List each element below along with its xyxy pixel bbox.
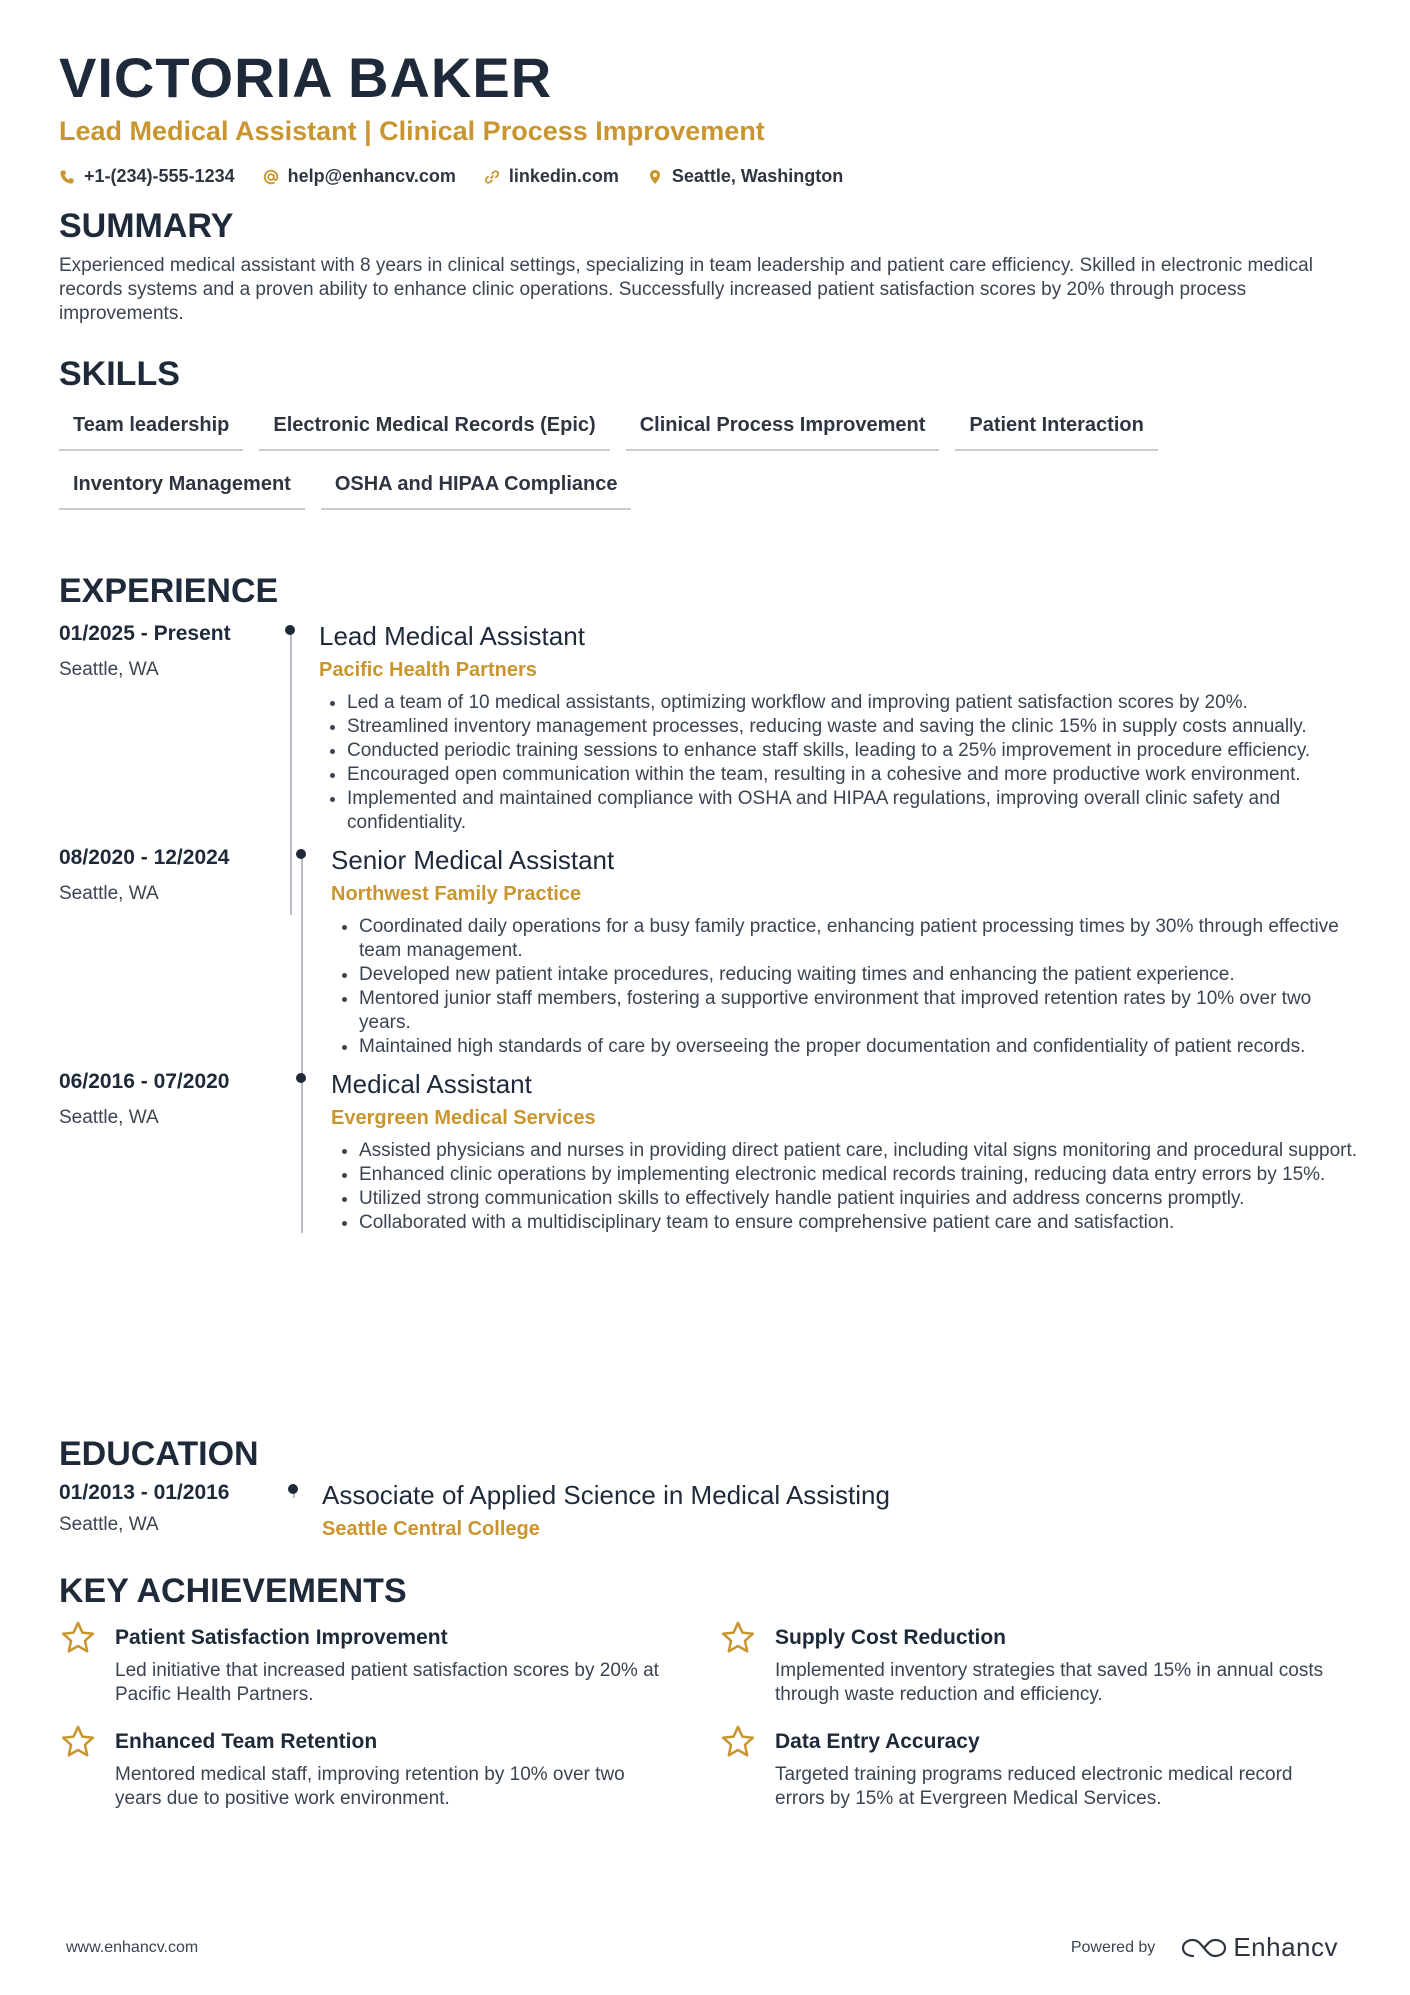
timeline-dot xyxy=(285,625,295,635)
bullet-item: • Conducted periodic training sessions to enhance staff skills, leading to a 25% improvement in procedure efficiency. xyxy=(347,739,1359,763)
bullet-item: • Implemented and maintained compliance with OSHA and HIPAA regulations, improving overall clinic safety and confidentiality. xyxy=(347,787,1359,835)
location-pin-icon xyxy=(647,169,663,185)
timeline-line xyxy=(301,1073,303,1233)
phone-text: +1-(234)-555-1234 xyxy=(84,166,235,186)
star-icon xyxy=(59,1723,97,1761)
powered-by xyxy=(1071,1932,1338,1963)
brand-name: Enhancv xyxy=(1233,1932,1338,1962)
achievement-title: Supply Cost Reduction xyxy=(775,1626,1006,1649)
achievement-description: Mentored medical staff, improving retention by 10% over two years due to positive work environment. xyxy=(115,1764,625,1809)
experience-section xyxy=(59,571,1359,1235)
achievement-item xyxy=(719,1625,1359,1707)
achievements-section xyxy=(59,1571,1359,1811)
job-location: Seattle, WA xyxy=(59,1107,159,1128)
company-name: Evergreen Medical Services xyxy=(331,1107,596,1129)
job-location: Seattle, WA xyxy=(59,659,159,680)
skill-tag: Clinical Process Improvement xyxy=(626,404,940,451)
star-icon xyxy=(719,1619,757,1657)
bullet-item: • Collaborated with a multidisciplinary team to ensure comprehensive patient care and satisfaction. xyxy=(359,1211,1359,1235)
summary-text: Experienced medical assistant with 8 years in clinical settings, specializing in team leadership and patient care efficiency. Skilled in electronic medical records systems and a proven ability to enhance clinic operations. Successfully increased patient satisfaction scores by 20% through process improvements. xyxy=(59,255,1313,324)
candidate-name: VICTORIA BAKER xyxy=(59,46,553,109)
job-title: Lead Medical Assistant xyxy=(319,621,585,651)
skill-tag: OSHA and HIPAA Compliance xyxy=(321,463,632,510)
bullet-item: • Utilized strong communication skills to effectively handle patient inquiries and address concerns promptly. xyxy=(359,1187,1359,1211)
timeline-dot xyxy=(296,1073,306,1083)
achievement-title: Enhanced Team Retention xyxy=(115,1730,378,1753)
contact-bar xyxy=(59,166,1359,187)
contact-location xyxy=(647,166,843,187)
bullet-item: • Encouraged open communication within the team, resulting in a cohesive and more productive work environment. xyxy=(347,763,1359,787)
contact-linkedin[interactable] xyxy=(484,166,619,187)
bullet-item: • Maintained high standards of care by overseeing the proper documentation and confidentiality of patient records. xyxy=(359,1035,1359,1059)
achievement-item xyxy=(719,1729,1359,1811)
contact-email[interactable] xyxy=(263,166,456,187)
achievement-title: Patient Satisfaction Improvement xyxy=(115,1626,448,1649)
education-location: Seattle, WA xyxy=(59,1514,159,1535)
achievement-item xyxy=(59,1729,719,1811)
bullet-item: • Enhanced clinic operations by implementing electronic medical records training, reducing data entry errors by 15%. xyxy=(359,1163,1359,1187)
job-date: 06/2016 - 07/2020 xyxy=(59,1070,230,1093)
timeline-dot xyxy=(288,1484,298,1494)
job-title: Medical Assistant xyxy=(331,1069,532,1099)
degree-title: Associate of Applied Science in Medical Assisting xyxy=(322,1480,890,1510)
education-entry xyxy=(59,1480,1359,1542)
section-title-experience: EXPERIENCE xyxy=(59,572,279,610)
skill-tag: Inventory Management xyxy=(59,463,305,510)
job-date: 01/2025 - Present xyxy=(59,622,231,645)
at-icon xyxy=(263,169,279,185)
achievement-description: Implemented inventory strategies that saved 15% in annual costs through waste reduction and efficiency. xyxy=(775,1660,1324,1705)
star-icon xyxy=(719,1723,757,1761)
education-section xyxy=(59,1434,1359,1542)
timeline-dot xyxy=(296,849,306,859)
job-date: 08/2020 - 12/2024 xyxy=(59,846,230,869)
location-text: Seattle, Washington xyxy=(671,166,844,186)
company-name: Northwest Family Practice xyxy=(331,883,582,905)
section-title-education: EDUCATION xyxy=(59,1435,259,1473)
section-title-skills: SKILLS xyxy=(59,355,180,393)
skill-tag: Patient Interaction xyxy=(955,404,1157,451)
school-name: Seattle Central College xyxy=(322,1518,540,1540)
contact-phone[interactable] xyxy=(59,166,235,187)
job-entry xyxy=(59,845,1359,1059)
bullet-item: • Mentored junior staff members, fostering a supportive environment that improved retention rates by 10% over two years. xyxy=(359,987,1359,1035)
job-location: Seattle, WA xyxy=(59,883,159,904)
bullet-item: • Developed new patient intake procedures, reducing waiting times and enhancing the patient experience. xyxy=(359,963,1359,987)
skill-tag: Team leadership xyxy=(59,404,243,451)
job-entry xyxy=(59,621,1359,835)
section-title-achievements: KEY ACHIEVEMENTS xyxy=(59,1572,407,1610)
job-bullets xyxy=(319,691,1359,835)
bullet-item: • Streamlined inventory management processes, reducing waste and saving the clinic 15% in supply costs annually. xyxy=(347,715,1359,739)
email-text: help@enhancv.com xyxy=(287,166,456,186)
footer-url[interactable]: www.enhancv.com xyxy=(66,1938,199,1956)
headline: Lead Medical Assistant | Clinical Process Improvement xyxy=(59,116,765,146)
job-entry xyxy=(59,1069,1359,1235)
achievements-grid xyxy=(59,1625,1359,1811)
education-date: 01/2013 - 01/2016 xyxy=(59,1481,230,1504)
linkedin-text: linkedin.com xyxy=(508,166,619,186)
bullet-item: • Assisted physicians and nurses in providing direct patient care, including vital signs monitoring and procedural support. xyxy=(359,1139,1359,1163)
job-bullets xyxy=(331,915,1359,1059)
company-name: Pacific Health Partners xyxy=(319,659,537,681)
phone-icon xyxy=(59,169,75,185)
bullet-item: • Coordinated daily operations for a busy family practice, enhancing patient processing times by 30% through effective team management. xyxy=(359,915,1359,963)
footer xyxy=(66,1932,1338,1963)
powered-by-label: Powered by xyxy=(1070,1938,1156,1956)
achievement-description: Led initiative that increased patient satisfaction scores by 20% at Pacific Health Partners. xyxy=(115,1660,659,1705)
skill-list xyxy=(59,404,1359,522)
skill-tag: Electronic Medical Records (Epic) xyxy=(259,404,609,451)
bullet-item: • Led a team of 10 medical assistants, optimizing workflow and improving patient satisfaction scores by 20%. xyxy=(347,691,1359,715)
link-icon xyxy=(484,169,500,185)
achievement-description: Targeted training programs reduced electronic medical record errors by 15% at Evergreen Medical Services. xyxy=(775,1764,1293,1809)
summary-section xyxy=(59,206,1349,326)
skills-section xyxy=(59,354,1359,522)
timeline-line xyxy=(301,849,303,1089)
achievement-item xyxy=(59,1625,719,1707)
achievement-title: Data Entry Accuracy xyxy=(775,1730,980,1753)
section-title-summary: SUMMARY xyxy=(59,207,234,245)
resume-page xyxy=(59,46,1359,1809)
job-title: Senior Medical Assistant xyxy=(331,845,615,875)
job-bullets xyxy=(331,1139,1359,1235)
star-icon xyxy=(59,1619,97,1657)
enhancv-logo-icon xyxy=(1181,1936,1227,1960)
brand-logo[interactable] xyxy=(1181,1932,1338,1963)
